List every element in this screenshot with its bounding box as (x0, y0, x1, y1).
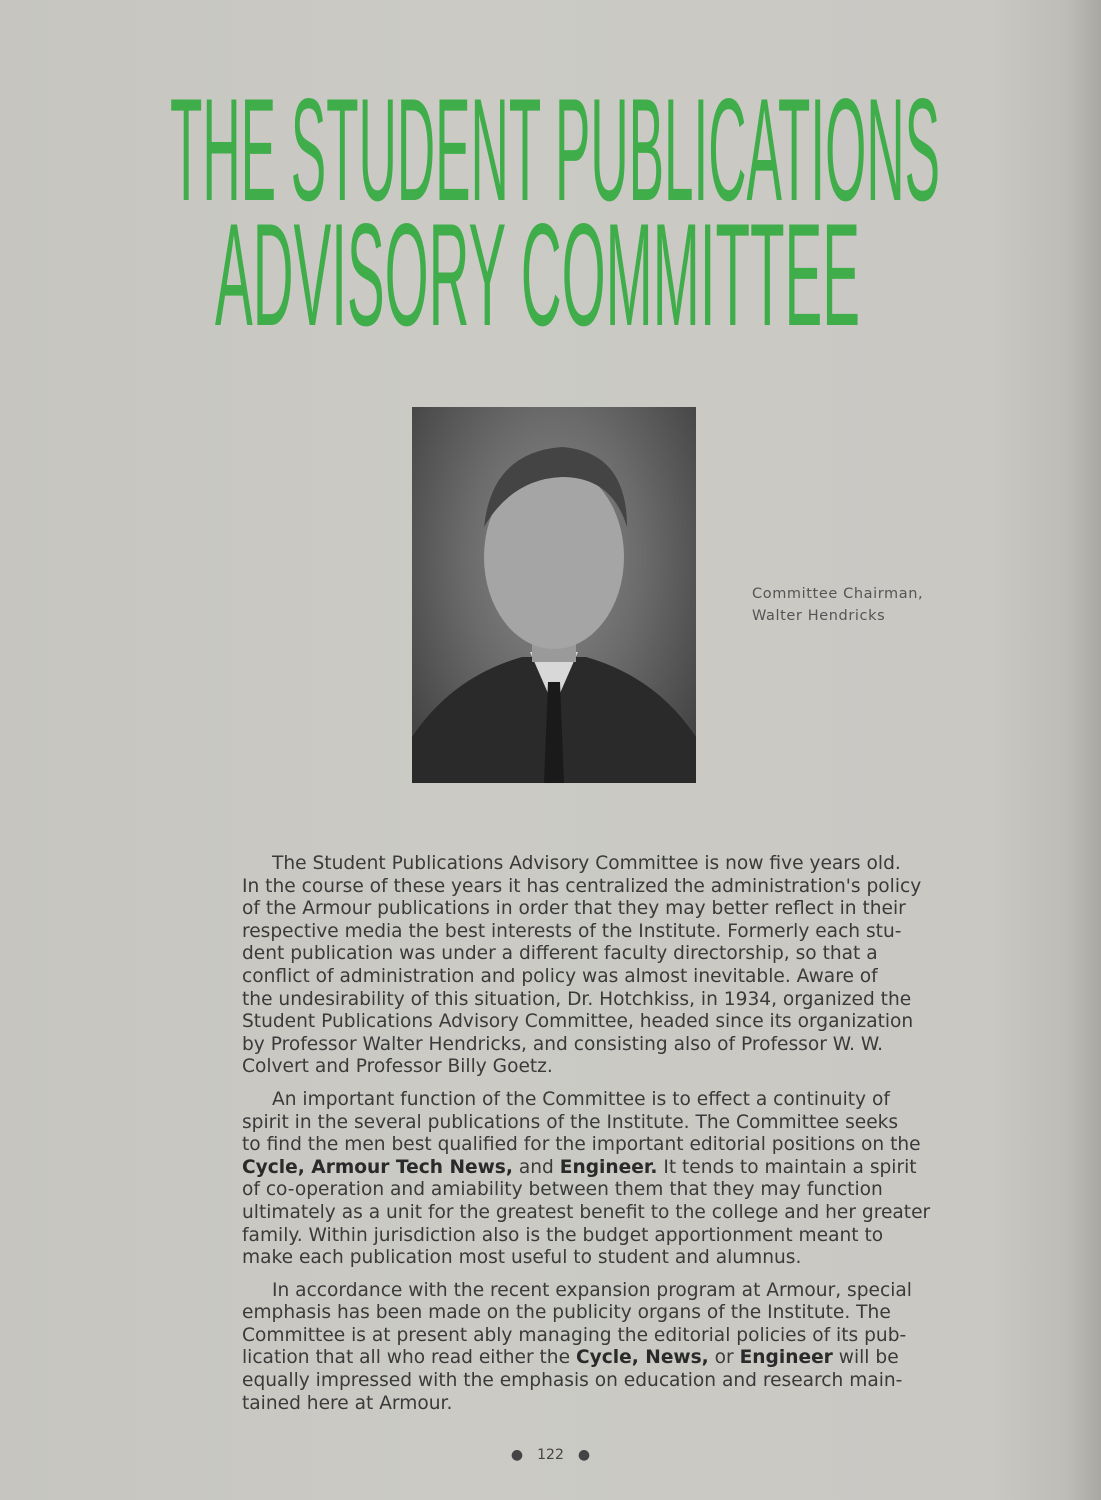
text-line (242, 988, 912, 1012)
text-line (242, 965, 878, 989)
text-segment: In accordance with the recent expansion program at Armour, special (272, 1279, 912, 1301)
text-line (242, 1111, 899, 1135)
portrait-photo (412, 407, 696, 783)
text-line (242, 898, 906, 921)
text-segment: ultimately as a unit for the greatest benefit to the college and her greater (242, 1201, 931, 1223)
text-segment: dent publication was under a different faculty directorship, so that a (242, 943, 878, 965)
photo-caption (752, 583, 923, 627)
title-line-1: THE STUDENT PUBLICATIONS (170, 68, 940, 231)
bullet-icon: ● (577, 1447, 591, 1463)
text-line (242, 1179, 883, 1202)
page-number: 122 (537, 1447, 564, 1463)
text-segment: The Student Publications Advisory Committee is now five years old. (272, 853, 901, 874)
text-segment: tained here at Armour. (242, 1392, 453, 1414)
text-line (242, 1370, 903, 1393)
title-line-2: ADVISORY COMMITTEE (215, 193, 860, 356)
text-segment: In the course of these years it has centralized the administration's policy (242, 875, 922, 897)
text-segment: It tends to maintain a spirit (657, 1156, 917, 1178)
page-title (0, 0, 1101, 360)
text-segment: conflict of administration and policy was almost inevitable. Aware of (242, 965, 878, 987)
publication-name: Engineer. (559, 1156, 658, 1178)
text-segment: An important function of the Committee is to effect a continuity of (272, 1088, 890, 1110)
text-segment: make each publication most useful to student and alumnus. (242, 1247, 802, 1269)
text-line (242, 1302, 891, 1325)
text-line (242, 1156, 917, 1180)
text-line (242, 1393, 869, 1416)
text-segment: to find the men best qualified for the important editorial positions on the (242, 1134, 921, 1156)
publication-name: Cycle, Armour Tech News, (242, 1156, 513, 1178)
text-segment: will be (832, 1347, 899, 1369)
caption-role: Committee Chairman, (752, 586, 924, 602)
text-segment: respective media the best interests of the Institute. Formerly each stu- (242, 920, 902, 942)
text-segment: of co-operation and amiability between them that they may function (242, 1179, 883, 1201)
text-line (242, 1279, 912, 1303)
text-segment: lication that all who read either the (242, 1347, 576, 1369)
text-segment: family. Within jurisdiction also is the budget apportionment meant to (242, 1224, 884, 1246)
portrait-silhouette (412, 407, 696, 783)
text-segment: Committee is at present ably managing the editorial policies of its pub- (242, 1324, 907, 1346)
text-segment: emphasis has been made on the publicity organs of the Institute. The (242, 1302, 891, 1324)
paragraph (242, 853, 922, 1079)
text-segment: spirit in the several publications of the Institute. The Committee seeks (242, 1111, 899, 1133)
text-segment: equally impressed with the emphasis on education and research main- (242, 1370, 903, 1392)
text-segment: the undesirability of this situation, Dr. Hotchkiss, in 1934, organized the (242, 988, 912, 1010)
text-line (242, 1201, 931, 1225)
article-body (242, 853, 931, 1425)
text-line (242, 1224, 884, 1248)
text-segment: and (512, 1156, 560, 1178)
text-line (242, 853, 901, 876)
text-line (242, 1011, 914, 1034)
paragraph (242, 1088, 931, 1270)
text-line (242, 1033, 884, 1057)
text-line (242, 1247, 869, 1270)
text-line (242, 1347, 899, 1370)
text-line (242, 1134, 921, 1157)
text-line (242, 1056, 869, 1079)
page-footer (0, 1447, 1101, 1463)
bullet-icon: ● (510, 1447, 524, 1463)
text-line (242, 920, 902, 944)
text-segment: of the Armour publications in order that they may better reflect in their (242, 898, 906, 920)
text-line (242, 943, 878, 966)
text-segment: or (708, 1347, 740, 1369)
text-segment: Colvert and Professor Billy Goetz. (242, 1056, 553, 1078)
text-segment: by Professor Walter Hendricks, and consisting also of Professor W. W. (242, 1033, 884, 1055)
text-line (242, 1088, 890, 1112)
publication-name: Engineer (739, 1347, 833, 1369)
text-segment: Student Publications Advisory Committee, headed since its organization (242, 1011, 914, 1033)
caption-name: Walter Hendricks (752, 608, 886, 624)
paragraph (242, 1279, 912, 1416)
text-line (242, 1324, 907, 1348)
text-line (242, 875, 922, 899)
publication-name: Cycle, News, (575, 1347, 709, 1369)
